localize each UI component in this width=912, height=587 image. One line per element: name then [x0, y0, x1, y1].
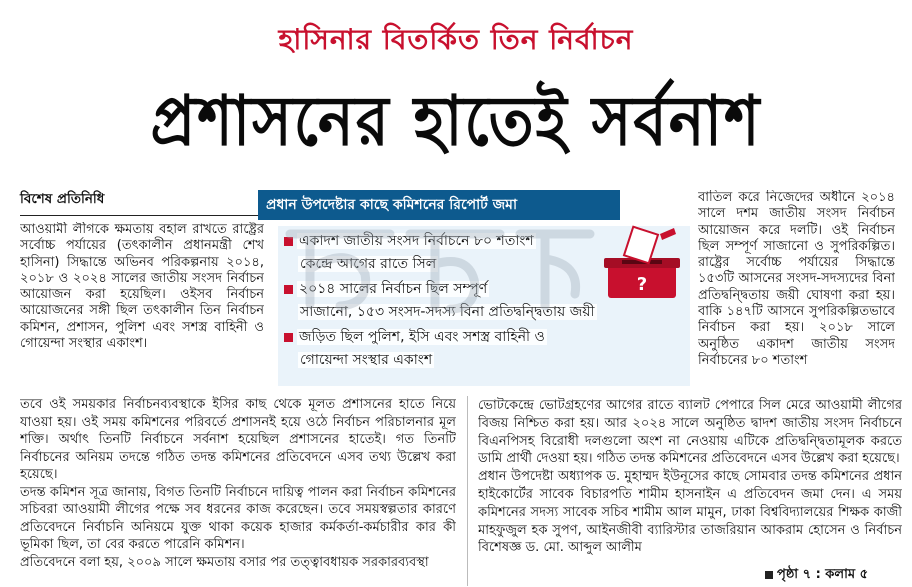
- paragraph: প্রতিবেদনে বলা হয়, ২০০৯ সালে ক্ষমতায় বসার পর তত্ত্বাবধায়ক সরকারব্যবস্থা: [20, 554, 429, 570]
- byline: বিশেষ প্রতিনিধি: [20, 188, 265, 216]
- bullet-icon: [284, 285, 293, 294]
- svg-text:?: ?: [636, 274, 648, 295]
- square-bullet-icon: [765, 571, 773, 579]
- kicker-headline: হাসিনার বিতর্কিত তিন নির্বাচন: [278, 23, 634, 56]
- bottom-right-column: [478, 397, 902, 562]
- highlight-item: একাদশ জাতীয় সংসদ নির্বাচনে ৮০ শতাংশ: [284, 230, 536, 252]
- paragraph: প্রধান উপদেষ্টা অধ্যাপক ড. মুহাম্মদ ইউনূসের কাছে সোমবার তদন্ত কমিশনের প্রধান হাইকোর্টের সাবেক বিচারপতি শামীম হাসনাইন এ প্রতিবেদন জমা দেন। এ সময় কমিশনের সদস্য সাবেক সচিব শামীম আল মামুন, ঢাকা বিশ্ববিদ্যালয়ের শিক্ষক কাজী মাহফুজুল হক সুপণ, আইনজীবী ব্যারিস্টার তাজরিয়ান আকরাম হোসেন ও নির্বাচন বিশেষজ্ঞ ড. মো. আব্দুল আলীম: [478, 469, 902, 556]
- right-column: [698, 190, 895, 395]
- bullet-icon: [284, 237, 293, 246]
- paragraph: তদন্ত কমিশন সূত্র জানায়, বিগত তিনটি নির্বাচনে দায়িত্ব পালন করা নির্বাচন কমিশনের সচিবরা আওয়ামী লীগের পক্ষে সব ধরনের কাজ করেছেন। তবে সময়স্বল্পতার কারণে প্রতিবেদনে নির্বাচনি অনিয়মে যুক্ত থাকা কয়েক হাজার কর্মকর্তা-কর্মচারীর কার কী ভূমিকা ছিল, তা বের করতে পারেনি কমিশন।: [20, 484, 456, 552]
- highlight-item: কেন্দ্রে আগের রাতে সিল: [300, 256, 437, 272]
- bullet-icon: [284, 333, 293, 342]
- main-headline: প্রশাসনের হাতেই সর্বনাশ: [150, 81, 762, 162]
- left-column: [20, 222, 264, 392]
- highlight-banner: প্রধান উপদেষ্টার কাছে কমিশনের রিপোর্ট জমা: [258, 190, 620, 220]
- left-column-text: আওয়ামী লীগকে ক্ষমতায় বহাল রাখতে রাষ্ট্রের সর্বোচ্চ পর্যায়ের (তৎকালীন প্রধানমন্ত্রী শেখ হাসিনা) সিদ্ধান্তে অভিনব পরিকল্পনায় ২০১৪, ২০১৮ ও ২০২৪ সালের জাতীয় সংসদ নির্বাচন আয়োজন করা হয়েছিল। ওইসব নির্বাচন আয়োজনের সঙ্গী ছিল তৎকালীন তিন নির্বাচন কমিশন, প্রশাসন, পুলিশ এবং সশস্ত্র বাহিনী ও গোয়েন্দা সংস্থার একাংশ।: [20, 222, 264, 352]
- highlight-item: জড়িত ছিল পুলিশ, ইসি এবং সশস্ত্র বাহিনী ও: [284, 326, 547, 348]
- bottom-left-column: [20, 396, 456, 586]
- continuation-link[interactable]: পৃষ্ঠা ৭ : কলাম ৫: [765, 566, 905, 584]
- right-column-text: বাতিল করে নিজেদের অধীনে ২০১৪ সালে দশম জাতীয় সংসদ নির্বাচন আয়োজন করে দলটি। ওই নির্বাচন ছিল সম্পূর্ণ সাজানো ও সুপরিকল্পিত। রাষ্ট্রের সর্বোচ্চ পর্যায়ের সিদ্ধান্তে ১৫৩টি আসনের সংসদ-সদস্যদের বিনা প্রতিদ্বন্দ্বিতায় জয়ী ঘোষণা করা হয়। বাকি ১৪৭টি আসনে সুপরিকল্পিতভাবে নির্বাচন করা হয়। ২০১৮ সালে অনুষ্ঠিত একাদশ জাতীয় সংসদ নির্বাচনের ৮০ শতাংশ: [698, 190, 895, 368]
- ballot-box-icon: [600, 224, 684, 302]
- highlight-item: ২০১৪ সালের নির্বাচন ছিল সম্পূর্ণ: [284, 278, 489, 300]
- column-divider: [467, 396, 468, 586]
- highlight-item: গোয়েন্দা সংস্থার একাংশ: [300, 352, 433, 368]
- paragraph: তবে ওই সময়কার নির্বাচনব্যবস্থাকে ইসির কাছ থেকে মূলত প্রশাসনের হাতে নিয়ে যাওয়া হয়। ওই সময় কমিশনের পরিবর্তে প্রশাসনই হয়ে ওঠে নির্বাচন পরিচালনার মূল শক্তি। অর্থাৎ তিনটি নির্বাচনে সর্বনাশ হয়েছিল প্রশাসনের হাতেই। গত তিনটি নির্বাচনের অনিয়ম তদন্তে গঠিত তদন্ত কমিশনের প্রতিবেদনে এসব তথ্য উল্লেখ করা হয়েছে।: [20, 397, 456, 482]
- highlight-item: সাজানো, ১৫৩ সংসদ-সদস্য বিনা প্রতিদ্বন্দ্বিতায় জয়ী: [300, 304, 595, 320]
- paragraph: ভোটকেন্দ্রে ভোটগ্রহণের আগের রাতে ব্যালট পেপারে সিল মেরে আওয়ামী লীগের বিজয় নিশ্চিত করা হয়। আর ২০২৪ সালে অনুষ্ঠিত দ্বাদশ জাতীয় সংসদ নির্বাচনে বিএনপিসহ বিরোধী দলগুলো অংশ না নেওয়ায় এটিকে প্রতিদ্বন্দ্বিতামূলক করতে ডামি প্রার্থী দেওয়া হয়। গঠিত তদন্ত কমিশনের প্রতিবেদনে এসব উল্লেখ করা হয়েছে।: [478, 398, 902, 467]
